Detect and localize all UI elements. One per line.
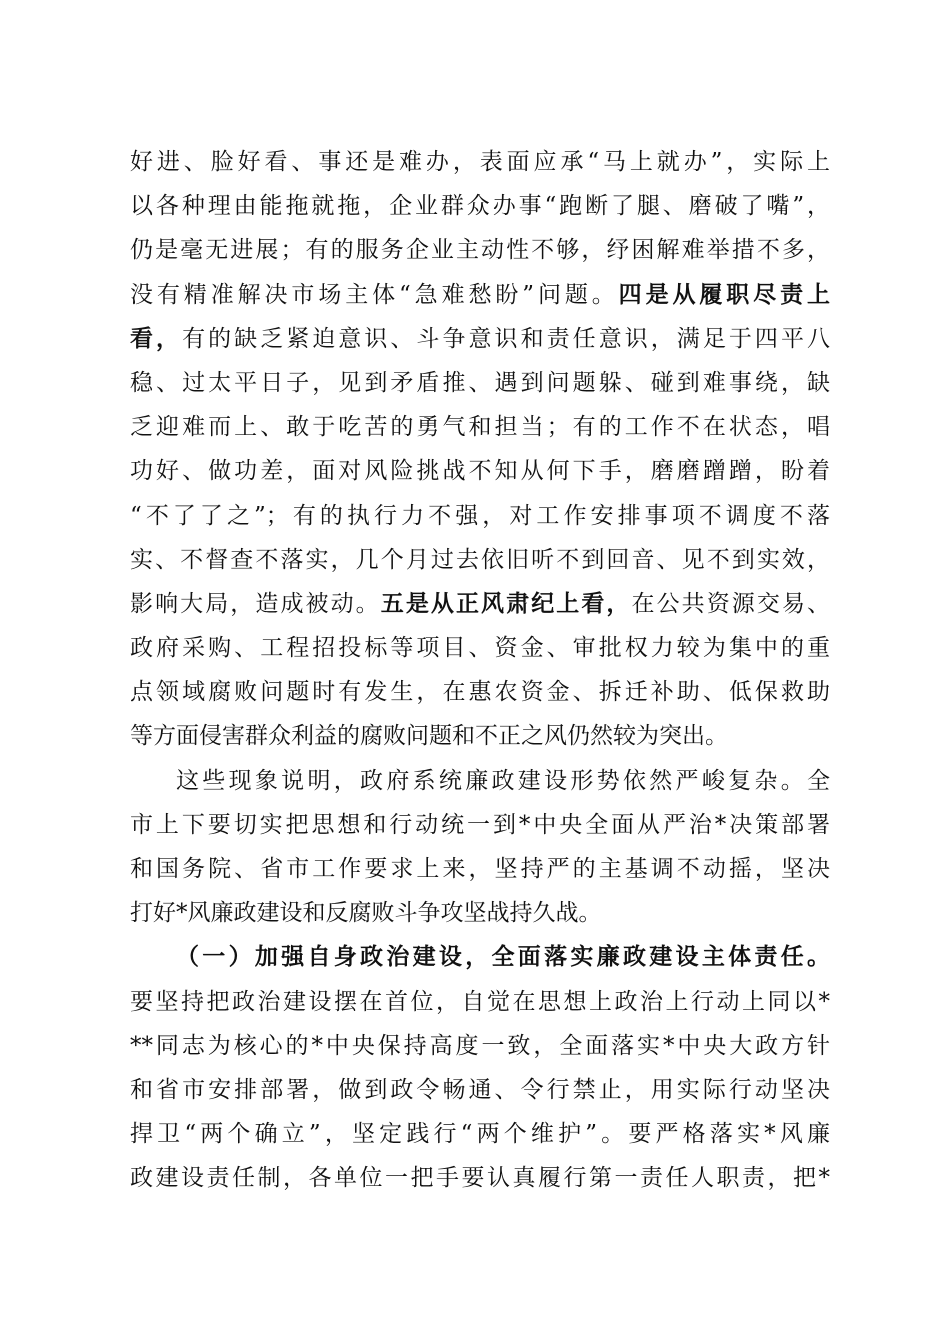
text-line [130, 317, 830, 361]
text-segment: 影响大局，造成被动。 [130, 590, 381, 617]
text-segment: 政府采购、工程招投标等项目、资金、审批权力较为集中的重 [130, 635, 830, 662]
text-line [130, 449, 830, 493]
text-line [130, 361, 830, 405]
text-segment: 点领域腐败问题时有发生，在惠农资金、拆迁补助、低保救助 [130, 679, 830, 706]
text-segment: 好进、脸好看、事还是难办，表面应承“马上就办”，实际上 [130, 149, 830, 175]
bold-text-segment: 看， [130, 324, 183, 352]
text-line [130, 140, 830, 184]
text-segment: 实、不督查不落实，几个月过去依旧听不到回音、见不到实效， [130, 546, 830, 573]
text-segment: 这些现象说明，政府系统廉政建设形势依然严峻复杂。全 [176, 767, 830, 794]
text-segment: 稳、过太平日子，见到矛盾推、遇到问题躲、碰到难事绕，缺 [130, 369, 830, 396]
text-line [130, 228, 830, 272]
text-line [130, 847, 830, 891]
text-line [130, 1068, 830, 1112]
text-line [130, 891, 830, 935]
text-segment: 政建设责任制，各单位一把手要认真履行第一责任人职责，把* [130, 1165, 830, 1192]
text-segment: 乏迎难而上、敢于吃苦的勇气和担当；有的工作不在状态，唱 [130, 414, 830, 441]
text-segment: “不了了之”；有的执行力不强，对工作安排事项不调度不落 [130, 502, 830, 529]
bold-text-segment: 四是从履职尽责上 [618, 280, 830, 308]
text-segment: 等方面侵害群众利益的腐败问题和不正之风仍然较为突出。 [130, 723, 728, 750]
text-line [130, 1024, 830, 1068]
text-segment: 有的缺乏紧迫意识、斗争意识和责任意识，满足于四平八 [182, 325, 831, 352]
text-line [130, 714, 830, 758]
text-segment: 要坚持把政治建设摆在首位，自觉在思想上政治上行动上同以* [130, 988, 830, 1015]
text-line [130, 935, 830, 979]
text-line [130, 626, 830, 670]
text-segment: 市上下要切实把思想和行动统一到*中央全面从严治*决策部署 [130, 811, 830, 838]
text-line [130, 273, 830, 317]
text-line [130, 405, 830, 449]
text-segment: 没有精准解决市场主体“急难愁盼”问题。 [130, 281, 619, 308]
text-line [130, 184, 830, 228]
text-line [130, 1156, 830, 1200]
text-segment: 打好*风廉政建设和反腐败斗争攻坚战持久战。 [130, 900, 602, 927]
text-line [130, 538, 830, 582]
text-segment: 和省市安排部署，做到政令畅通、令行禁止，用实际行动坚决 [130, 1076, 830, 1103]
text-segment: **同志为核心的*中央保持高度一致，全面落实*中央大政方针 [130, 1032, 830, 1059]
bold-text-segment: （一）加强自身政治建设，全面落实廉政建设主体责任。 [176, 943, 830, 971]
text-segment: 仍是毫无进展；有的服务企业主动性不够，纾困解难举措不多， [130, 237, 830, 264]
text-segment: 功好、做功差，面对风险挑战不知从何下手，磨磨蹭蹭，盼着 [130, 458, 830, 485]
text-segment: 以各种理由能拖就拖，企业群众办事“跑断了腿、磨破了嘴”， [130, 193, 830, 220]
text-line [130, 582, 830, 626]
text-segment: 在公共资源交易、 [631, 590, 831, 617]
bold-text-segment: 五是从正风肃纪上看， [380, 589, 632, 617]
body-text [130, 140, 830, 1201]
text-line [130, 494, 830, 538]
text-segment: 和国务院、省市工作要求上来，坚持严的主基调不动摇，坚决 [130, 856, 830, 882]
text-line [130, 670, 830, 714]
text-segment: 捍卫“两个确立”，坚定践行“两个维护”。要严格落实*风廉 [130, 1121, 830, 1148]
text-line [130, 759, 830, 803]
text-line [130, 803, 830, 847]
text-line [130, 1112, 830, 1156]
text-line [130, 980, 830, 1024]
